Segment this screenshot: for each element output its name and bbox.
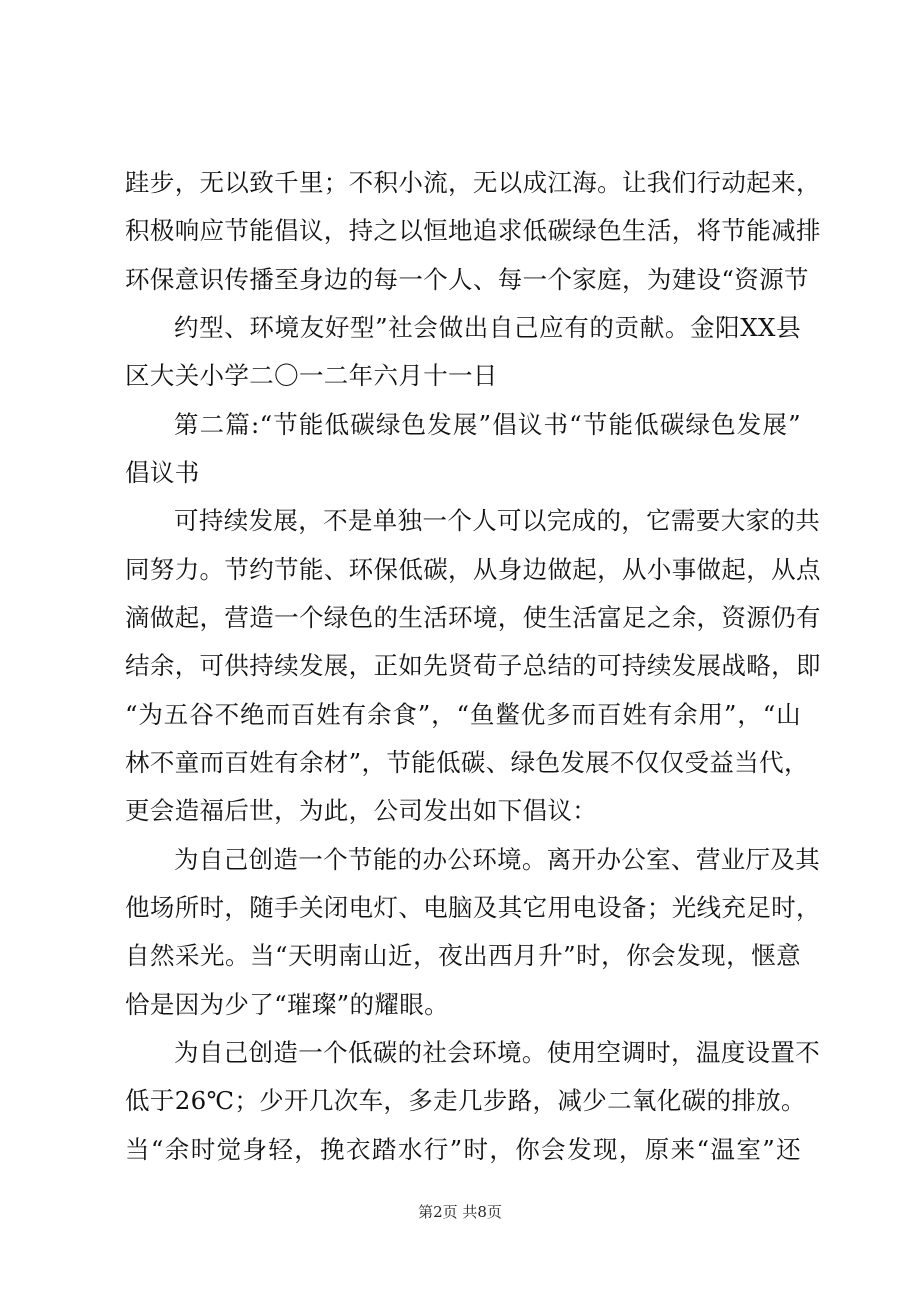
text-line: 林不童而百姓有余材”，节能低碳、绿色发展不仅仅受益当代， [125, 748, 809, 777]
text-line: 为自己创造一个低碳的社会环境。使用空调时，温度设置不 [174, 1038, 821, 1067]
text-line: 恰是因为少了“璀璨”的耀眼。 [125, 990, 449, 1019]
text-line: 同努力。节约节能、环保低碳，从身边做起，从小事做起，从点 [125, 555, 821, 584]
text-line: 积极响应节能倡议，持之以恒地追求低碳绿色生活，将节能减排 [125, 216, 821, 245]
text-line: 自然采光。当“天明南山近，夜出西月升”时，你会发现，惬意 [125, 941, 801, 970]
page-number-footer: 第2页 共8页 [418, 1203, 502, 1221]
text-line: “为五谷不绝而百姓有余食”，“鱼鳖优多而百姓有余用”，“山 [125, 700, 801, 729]
text-line: 约型、环境友好型”社会做出自己应有的贡献。金阳XX县 [174, 313, 801, 342]
text-line: 当“余时觉身轻，挽衣踏水行”时，你会发现，原来“温室”还 [125, 1135, 801, 1164]
text-line: 环保意识传播至身边的每一个人、每一个家庭，为建设“资源节 [125, 265, 809, 294]
text-line: 低于26℃；少开几次车，多走几步路，减少二氧化碳的排放。 [125, 1086, 806, 1115]
text-line: 跬步，无以致千里；不积小流，无以成江海。让我们行动起来， [125, 168, 821, 197]
text-line: 结余，可供持续发展，正如先贤荀子总结的可持续发展战略，即 [125, 651, 821, 680]
text-line: 滴做起，营造一个绿色的生活环境，使生活富足之余，资源仍有 [125, 603, 821, 632]
text-line: 为自己创造一个节能的办公环境。离开办公室、营业厅及其 [174, 845, 821, 874]
text-line: 区大关小学二〇一二年六月十一日 [125, 361, 498, 390]
section-heading: 第二篇:“节能低碳绿色发展”倡议书“节能低碳绿色发展” [174, 410, 801, 439]
section-heading: 倡议书 [125, 458, 200, 487]
text-line: 更会造福后世，为此，公司发出如下倡议： [125, 796, 598, 825]
text-line: 他场所时，随手关闭电灯、电脑及其它用电设备；光线充足时， [125, 893, 821, 922]
text-line: 可持续发展，不是单独一个人可以完成的，它需要大家的共 [174, 506, 821, 535]
